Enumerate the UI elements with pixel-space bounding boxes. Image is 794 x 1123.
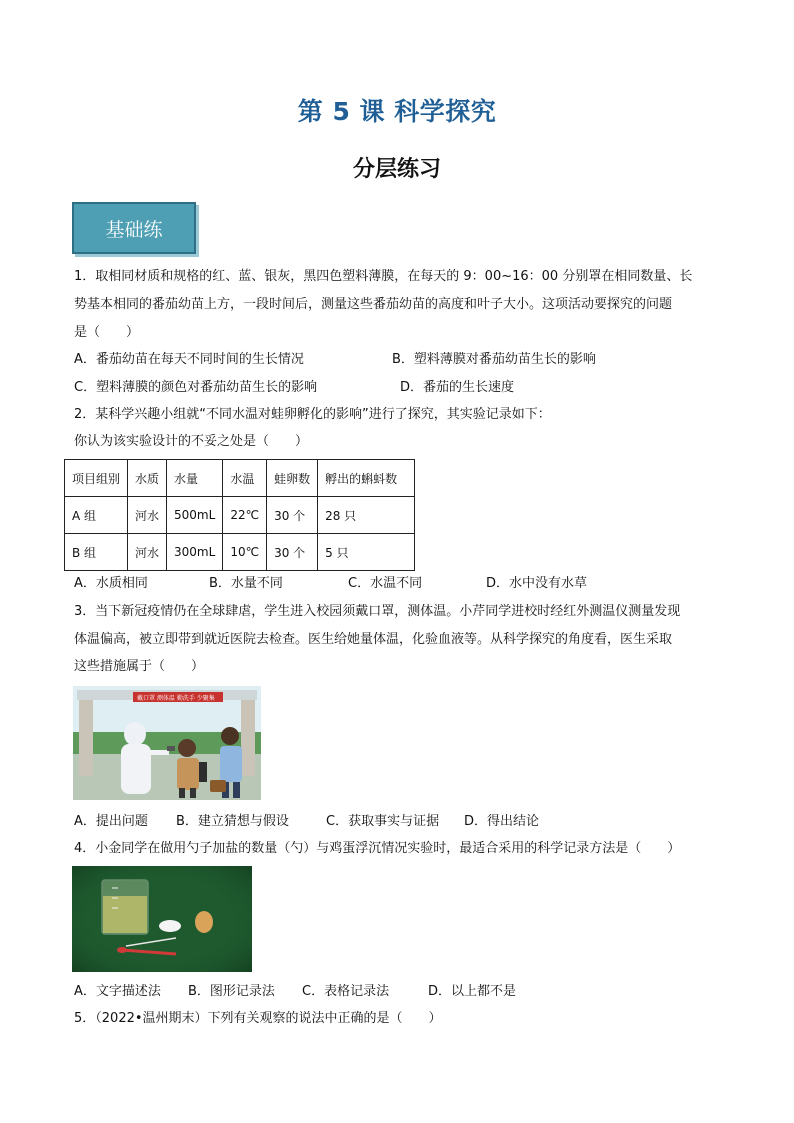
q1-option-a[interactable]: A．番茄幼苗在每天不同时间的生长情况	[74, 352, 304, 367]
table-header-cell: 水温	[223, 460, 267, 497]
table-cell: 30 个	[267, 534, 318, 571]
q3-option-d[interactable]: D．得出结论	[464, 814, 540, 829]
q2-option-b[interactable]: B．水量不同	[209, 576, 283, 591]
q2-option-a[interactable]: A．水质相同	[74, 576, 148, 591]
lesson-title: 第 5 课 科学探究	[297, 97, 497, 126]
table-cell: B 组	[65, 534, 128, 571]
table-cell: 30 个	[267, 497, 318, 534]
q3-option-c[interactable]: C．获取事实与证据	[326, 814, 440, 829]
temperature-check-illustration	[73, 686, 261, 800]
q1-option-c[interactable]: C．塑料薄膜的颜色对番茄幼苗生长的影响	[74, 380, 318, 395]
table-header-cell: 水量	[167, 460, 223, 497]
table-row	[65, 534, 415, 571]
table-cell: 300mL	[167, 534, 223, 571]
q2-option-d[interactable]: D．水中没有水草	[486, 576, 588, 591]
table-cell: 500mL	[167, 497, 223, 534]
q4-option-d[interactable]: D．以上都不是	[428, 984, 517, 999]
table-cell: 10℃	[223, 534, 267, 571]
q1-option-b[interactable]: B．塑料薄膜对番茄幼苗生长的影响	[392, 352, 596, 367]
section-label-text: 基础练	[105, 218, 163, 241]
frog-experiment-table	[64, 459, 415, 571]
table-cell: 河水	[128, 534, 167, 571]
table-cell: 28 只	[318, 497, 415, 534]
q4-line-1: 4．小金同学在做用勺子加盐的数量（勺）与鸡蛋浮沉情况实验时，最适合采用的科学记录方法是（ ）	[74, 841, 681, 856]
q1-line-2: 势基本相同的番茄幼苗上方，一段时间后，测量这些番茄幼苗的高度和叶子大小。这项活动要探究的问题	[74, 297, 673, 312]
table-header-row	[65, 460, 415, 497]
salt-egg-experiment-photo	[72, 866, 252, 972]
q2-line-1: 2．某科学兴趣小组就“不同水温对蛙卵孵化的影响”进行了探究，其实验记录如下：	[74, 407, 551, 422]
page-subtitle: 分层练习	[352, 157, 441, 182]
table-row	[65, 497, 415, 534]
q5-line-1: 5．（2022•温州期末）下列有关观察的说法中正确的是（ ）	[74, 1011, 442, 1026]
q2-line-2: 你认为该实验设计的不妥之处是（ ）	[74, 434, 309, 449]
q3-line-1: 3．当下新冠疫情仍在全球肆虐，学生进入校园须戴口罩，测体温。小芹同学进校时经红外测温仪测量发现	[74, 604, 681, 619]
q4-option-c[interactable]: C．表格记录法	[302, 984, 390, 999]
salt-egg-svg	[72, 866, 252, 972]
table-cell: 河水	[128, 497, 167, 534]
table-header-cell: 项目组别	[65, 460, 128, 497]
q3-option-a[interactable]: A．提出问题	[74, 814, 148, 829]
q4-option-b[interactable]: B．图形记录法	[188, 984, 275, 999]
q2-option-c[interactable]: C．水温不同	[348, 576, 423, 591]
q3-line-2: 体温偏高，被立即带到就近医院去检查。医生给她量体温，化验血液等。从科学探究的角度看，医生采取	[74, 632, 673, 647]
q1-option-d[interactable]: D．番茄的生长速度	[400, 380, 515, 395]
section-label-basic	[72, 202, 196, 254]
q3-line-3: 这些措施属于（ ）	[74, 659, 205, 674]
temperature-check-svg	[73, 686, 261, 800]
table-cell: 22℃	[223, 497, 267, 534]
table-header-cell: 孵出的蝌蚪数	[318, 460, 415, 497]
table-cell: 5 只	[318, 534, 415, 571]
q1-line-1: 1．取相同材质和规格的红、蓝、银灰，黑四色塑料薄膜，在每天的 9：00~16：00 分别罩在相同数量、长	[74, 269, 693, 284]
q3-option-b[interactable]: B．建立猜想与假设	[176, 814, 289, 829]
table-header-cell: 水质	[128, 460, 167, 497]
table-cell: A 组	[65, 497, 128, 534]
banner-text: 戴口罩 测体温 勤洗手 少聚集	[137, 695, 215, 702]
q4-option-a[interactable]: A．文字描述法	[74, 984, 161, 999]
table-header-cell: 蛙卵数	[267, 460, 318, 497]
q1-line-3: 是（ ）	[74, 325, 140, 340]
